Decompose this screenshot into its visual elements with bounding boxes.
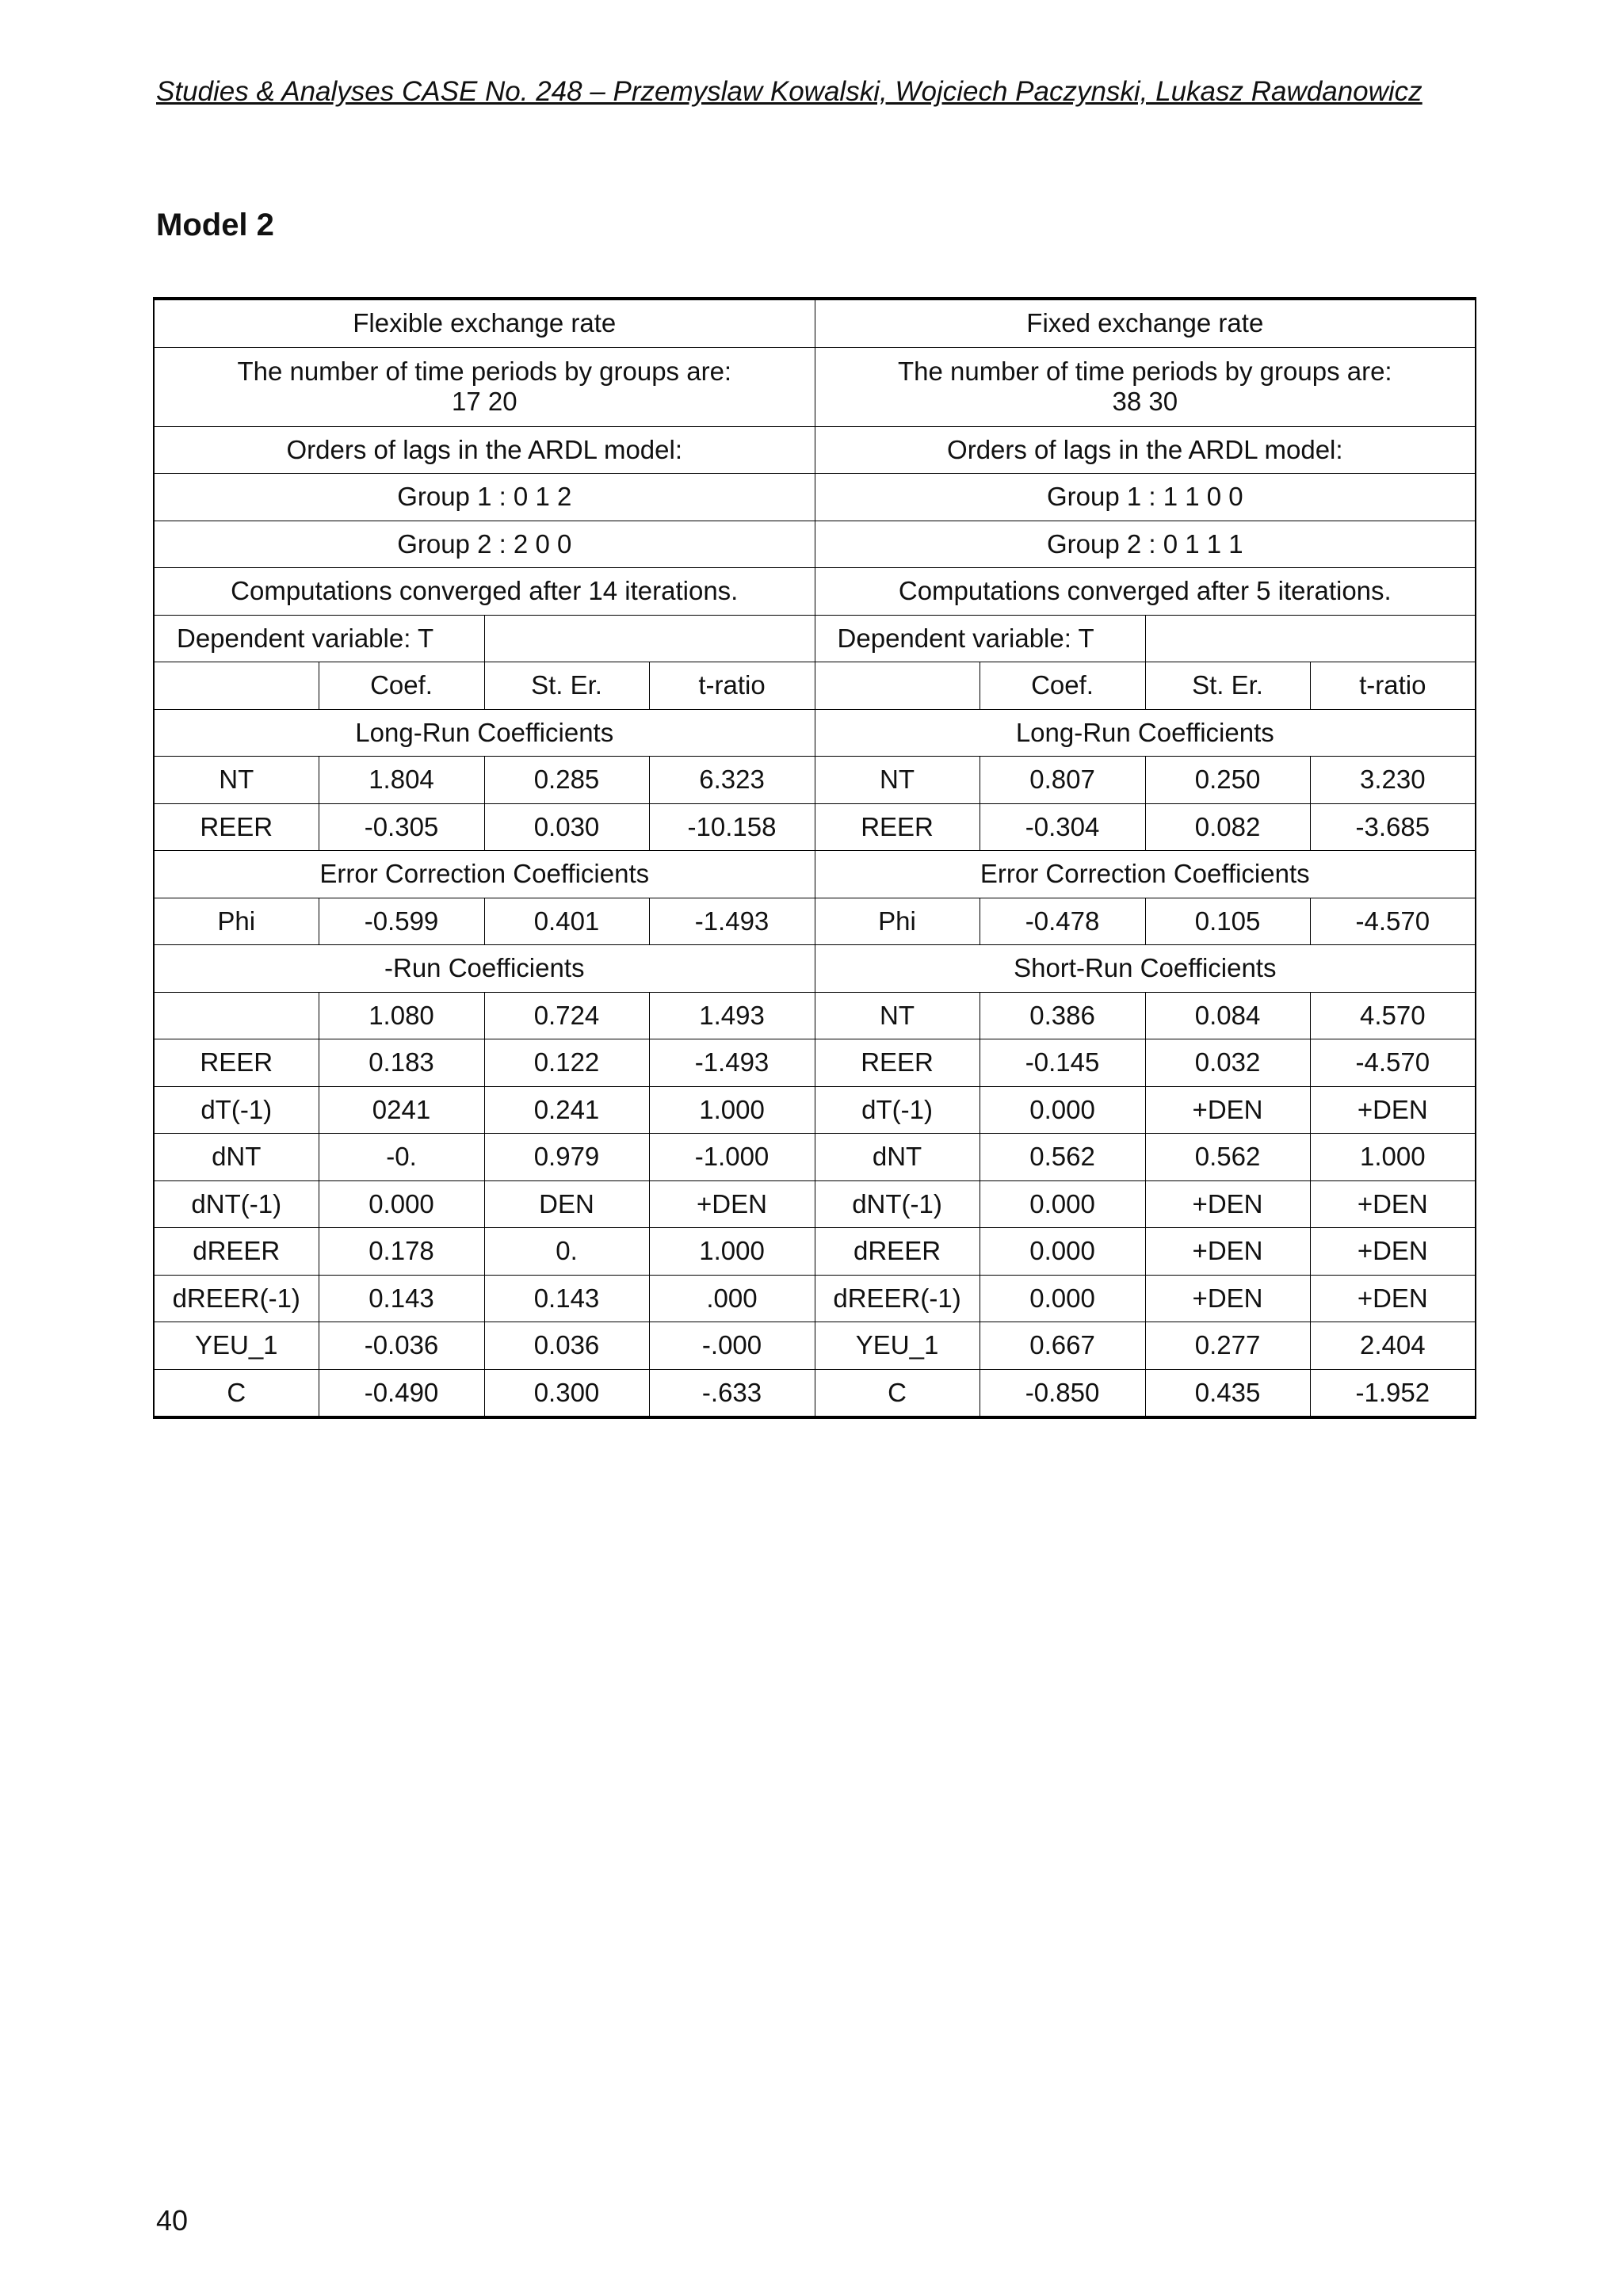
fixed-tratio-cell: -1.952 [1310, 1369, 1476, 1417]
flexible-lags-label: Orders of lags in the ARDL model: [154, 426, 815, 474]
flexible-convergence: Computations converged after 14 iterations. [154, 568, 815, 616]
fixed-coef-cell: -0.145 [980, 1039, 1145, 1087]
flexible-sterr-cell: 0.241 [484, 1086, 649, 1134]
flexible-group1: Group 1 : 0 1 2 [154, 474, 815, 521]
flexible-col-tratio: t-ratio [649, 662, 815, 710]
flexible-tratio-cell: 1.000 [649, 1228, 815, 1276]
flexible-variable-cell: dT(-1) [154, 1086, 319, 1134]
flexible-tratio-cell: -.000 [649, 1322, 815, 1370]
flexible-tratio-cell: 1.000 [649, 1086, 815, 1134]
column-header-row [154, 662, 1476, 710]
regime-row [154, 299, 1476, 347]
flexible-sterr-cell: 0.979 [484, 1134, 649, 1181]
fixed-col-sterr: St. Er. [1145, 662, 1310, 710]
fixed-variable-cell: dREER(-1) [815, 1275, 980, 1322]
flexible-short-run-section-title: -Run Coefficients [154, 945, 815, 993]
fixed-sterr-cell: 0.435 [1145, 1369, 1310, 1417]
fixed-coef-cell: 0.386 [980, 992, 1145, 1039]
error-correction-section-row [154, 851, 1476, 898]
fixed-tratio-cell: 1.000 [1310, 1134, 1476, 1181]
fixed-variable-cell: Phi [815, 898, 980, 945]
fixed-sterr-cell: 0.032 [1145, 1039, 1310, 1087]
flexible-tratio-cell: -1.000 [649, 1134, 815, 1181]
flexible-variable-cell: REER [154, 1039, 319, 1087]
fixed-tratio-cell: +DEN [1310, 1228, 1476, 1276]
flexible-corner-cell [154, 662, 319, 710]
flexible-coef-cell: 1.804 [319, 757, 484, 804]
flexible-variable-cell: dREER(-1) [154, 1275, 319, 1322]
fixed-sterr-cell: 0.562 [1145, 1134, 1310, 1181]
flexible-tratio-cell: 6.323 [649, 757, 815, 804]
fixed-coef-cell: 0.667 [980, 1322, 1145, 1370]
flexible-dependent-variable: Dependent variable: T [154, 615, 484, 662]
fixed-col-tratio: t-ratio [1310, 662, 1476, 710]
flexible-tratio-cell: .000 [649, 1275, 815, 1322]
flexible-sterr-cell: 0.285 [484, 757, 649, 804]
table-row [154, 1180, 1476, 1228]
group2-row [154, 521, 1476, 568]
flexible-coef-cell: 0.178 [319, 1228, 484, 1276]
fixed-sterr-cell: 0.250 [1145, 757, 1310, 804]
fixed-variable-cell: NT [815, 757, 980, 804]
flexible-tratio-cell: +DEN [649, 1180, 815, 1228]
table-row [154, 1322, 1476, 1370]
fixed-coef-cell: 0.562 [980, 1134, 1145, 1181]
flexible-sterr-cell: 0.036 [484, 1322, 649, 1370]
flexible-periods-values: 17 20 [451, 387, 517, 416]
flexible-sterr-cell: 0.122 [484, 1039, 649, 1087]
fixed-coef-cell: -0.478 [980, 898, 1145, 945]
table-row [154, 1134, 1476, 1181]
fixed-convergence: Computations converged after 5 iterations. [815, 568, 1476, 616]
flexible-tratio-cell: 1.493 [649, 992, 815, 1039]
fixed-group1: Group 1 : 1 1 0 0 [815, 474, 1476, 521]
flexible-sterr-cell: DEN [484, 1180, 649, 1228]
fixed-sterr-cell: +DEN [1145, 1228, 1310, 1276]
table-row [154, 1275, 1476, 1322]
fixed-tratio-cell: 2.404 [1310, 1322, 1476, 1370]
fixed-coef-cell: 0.000 [980, 1228, 1145, 1276]
page-number: 40 [156, 2204, 189, 2237]
fixed-tratio-cell: +DEN [1310, 1086, 1476, 1134]
fixed-coef-cell: 0.000 [980, 1275, 1145, 1322]
fixed-sterr-cell: +DEN [1145, 1180, 1310, 1228]
flexible-variable-cell: dNT(-1) [154, 1180, 319, 1228]
fixed-lags-label: Orders of lags in the ARDL model: [815, 426, 1476, 474]
fixed-periods-values: 38 30 [1112, 387, 1178, 416]
flexible-sterr-cell: 0.143 [484, 1275, 649, 1322]
table-row [154, 992, 1476, 1039]
flexible-sterr-cell: 0.300 [484, 1369, 649, 1417]
fixed-long-run-section-title: Long-Run Coefficients [815, 709, 1476, 757]
fixed-corner-cell [815, 662, 980, 710]
flexible-coef-cell: -0.305 [319, 803, 484, 851]
fixed-coef-cell: -0.850 [980, 1369, 1145, 1417]
group1-row [154, 474, 1476, 521]
flexible-sterr-cell: 0.401 [484, 898, 649, 945]
flexible-variable-cell: dREER [154, 1228, 319, 1276]
flexible-coef-cell: 0.183 [319, 1039, 484, 1087]
fixed-col-coef: Coef. [980, 662, 1145, 710]
fixed-tratio-cell: -4.570 [1310, 1039, 1476, 1087]
flexible-coef-cell: 0.143 [319, 1275, 484, 1322]
lags-row [154, 426, 1476, 474]
flexible-variable-cell: YEU_1 [154, 1322, 319, 1370]
fixed-variable-cell: REER [815, 803, 980, 851]
fixed-variable-cell: dT(-1) [815, 1086, 980, 1134]
fixed-dependent-blank [1145, 615, 1476, 662]
flexible-long-run-section-title: Long-Run Coefficients [154, 709, 815, 757]
fixed-coef-cell: -0.304 [980, 803, 1145, 851]
flexible-tratio-cell: -1.493 [649, 898, 815, 945]
table-row [154, 1086, 1476, 1134]
fixed-tratio-cell: +DEN [1310, 1180, 1476, 1228]
flexible-coef-cell: 0.000 [319, 1180, 484, 1228]
flexible-col-coef: Coef. [319, 662, 484, 710]
flexible-variable-cell: C [154, 1369, 319, 1417]
fixed-sterr-cell: +DEN [1145, 1275, 1310, 1322]
fixed-tratio-cell: +DEN [1310, 1275, 1476, 1322]
section-title: Model 2 [156, 208, 274, 242]
flexible-variable-cell: REER [154, 803, 319, 851]
fixed-sterr-cell: 0.082 [1145, 803, 1310, 851]
flexible-variable-cell: Phi [154, 898, 319, 945]
flexible-col-sterr: St. Er. [484, 662, 649, 710]
convergence-row [154, 568, 1476, 616]
fixed-coef-cell: 0.000 [980, 1086, 1145, 1134]
fixed-variable-cell: dNT [815, 1134, 980, 1181]
table-row [154, 1039, 1476, 1087]
flexible-coef-cell: -0.036 [319, 1322, 484, 1370]
fixed-variable-cell: dNT(-1) [815, 1180, 980, 1228]
flexible-periods-cell [154, 347, 815, 426]
flexible-sterr-cell: 0. [484, 1228, 649, 1276]
long-run-section-row [154, 709, 1476, 757]
fixed-tratio-cell: -4.570 [1310, 898, 1476, 945]
fixed-periods-label: The number of time periods by groups are: [897, 357, 1392, 387]
fixed-tratio-cell: -3.685 [1310, 803, 1476, 851]
fixed-group2: Group 2 : 0 1 1 1 [815, 521, 1476, 568]
flexible-variable-cell: dNT [154, 1134, 319, 1181]
flexible-regime-header: Flexible exchange rate [154, 299, 815, 347]
flexible-tratio-cell: -10.158 [649, 803, 815, 851]
flexible-sterr-cell: 0.724 [484, 992, 649, 1039]
flexible-dependent-blank [484, 615, 815, 662]
fixed-variable-cell: REER [815, 1039, 980, 1087]
flexible-tratio-cell: -.633 [649, 1369, 815, 1417]
table-row [154, 1228, 1476, 1276]
flexible-tratio-cell: -1.493 [649, 1039, 815, 1087]
fixed-sterr-cell: +DEN [1145, 1086, 1310, 1134]
fixed-variable-cell: C [815, 1369, 980, 1417]
flexible-coef-cell: 1.080 [319, 992, 484, 1039]
fixed-periods-cell [815, 347, 1476, 426]
fixed-sterr-cell: 0.277 [1145, 1322, 1310, 1370]
fixed-tratio-cell: 3.230 [1310, 757, 1476, 804]
flexible-variable-cell: NT [154, 757, 319, 804]
fixed-coef-cell: 0.807 [980, 757, 1145, 804]
flexible-sterr-cell: 0.030 [484, 803, 649, 851]
short-run-section-row [154, 945, 1476, 993]
fixed-short-run-section-title: Short-Run Coefficients [815, 945, 1476, 993]
fixed-sterr-cell: 0.084 [1145, 992, 1310, 1039]
flexible-coef-cell: 0241 [319, 1086, 484, 1134]
table-row [154, 1369, 1476, 1417]
running-header: Studies & Analyses CASE No. 248 – Przemyslaw Kowalski, Wojciech Paczynski, Lukasz Rawdanowicz [156, 76, 1423, 107]
flexible-coef-cell: -0.599 [319, 898, 484, 945]
dependent-row [154, 615, 1476, 662]
table-row [154, 757, 1476, 804]
fixed-variable-cell: YEU_1 [815, 1322, 980, 1370]
fixed-coef-cell: 0.000 [980, 1180, 1145, 1228]
fixed-dependent-variable: Dependent variable: T [815, 615, 1145, 662]
fixed-error-correction-section-title: Error Correction Coefficients [815, 851, 1476, 898]
flexible-coef-cell: -0. [319, 1134, 484, 1181]
flexible-variable-cell [154, 992, 319, 1039]
table-row [154, 803, 1476, 851]
table-row [154, 898, 1476, 945]
fixed-variable-cell: dREER [815, 1228, 980, 1276]
regression-results-table [153, 297, 1476, 1419]
fixed-tratio-cell: 4.570 [1310, 992, 1476, 1039]
flexible-periods-label: The number of time periods by groups are: [237, 357, 732, 387]
flexible-error-correction-section-title: Error Correction Coefficients [154, 851, 815, 898]
flexible-coef-cell: -0.490 [319, 1369, 484, 1417]
periods-row [154, 347, 1476, 426]
fixed-regime-header: Fixed exchange rate [815, 299, 1476, 347]
fixed-variable-cell: NT [815, 992, 980, 1039]
flexible-group2: Group 2 : 2 0 0 [154, 521, 815, 568]
fixed-sterr-cell: 0.105 [1145, 898, 1310, 945]
